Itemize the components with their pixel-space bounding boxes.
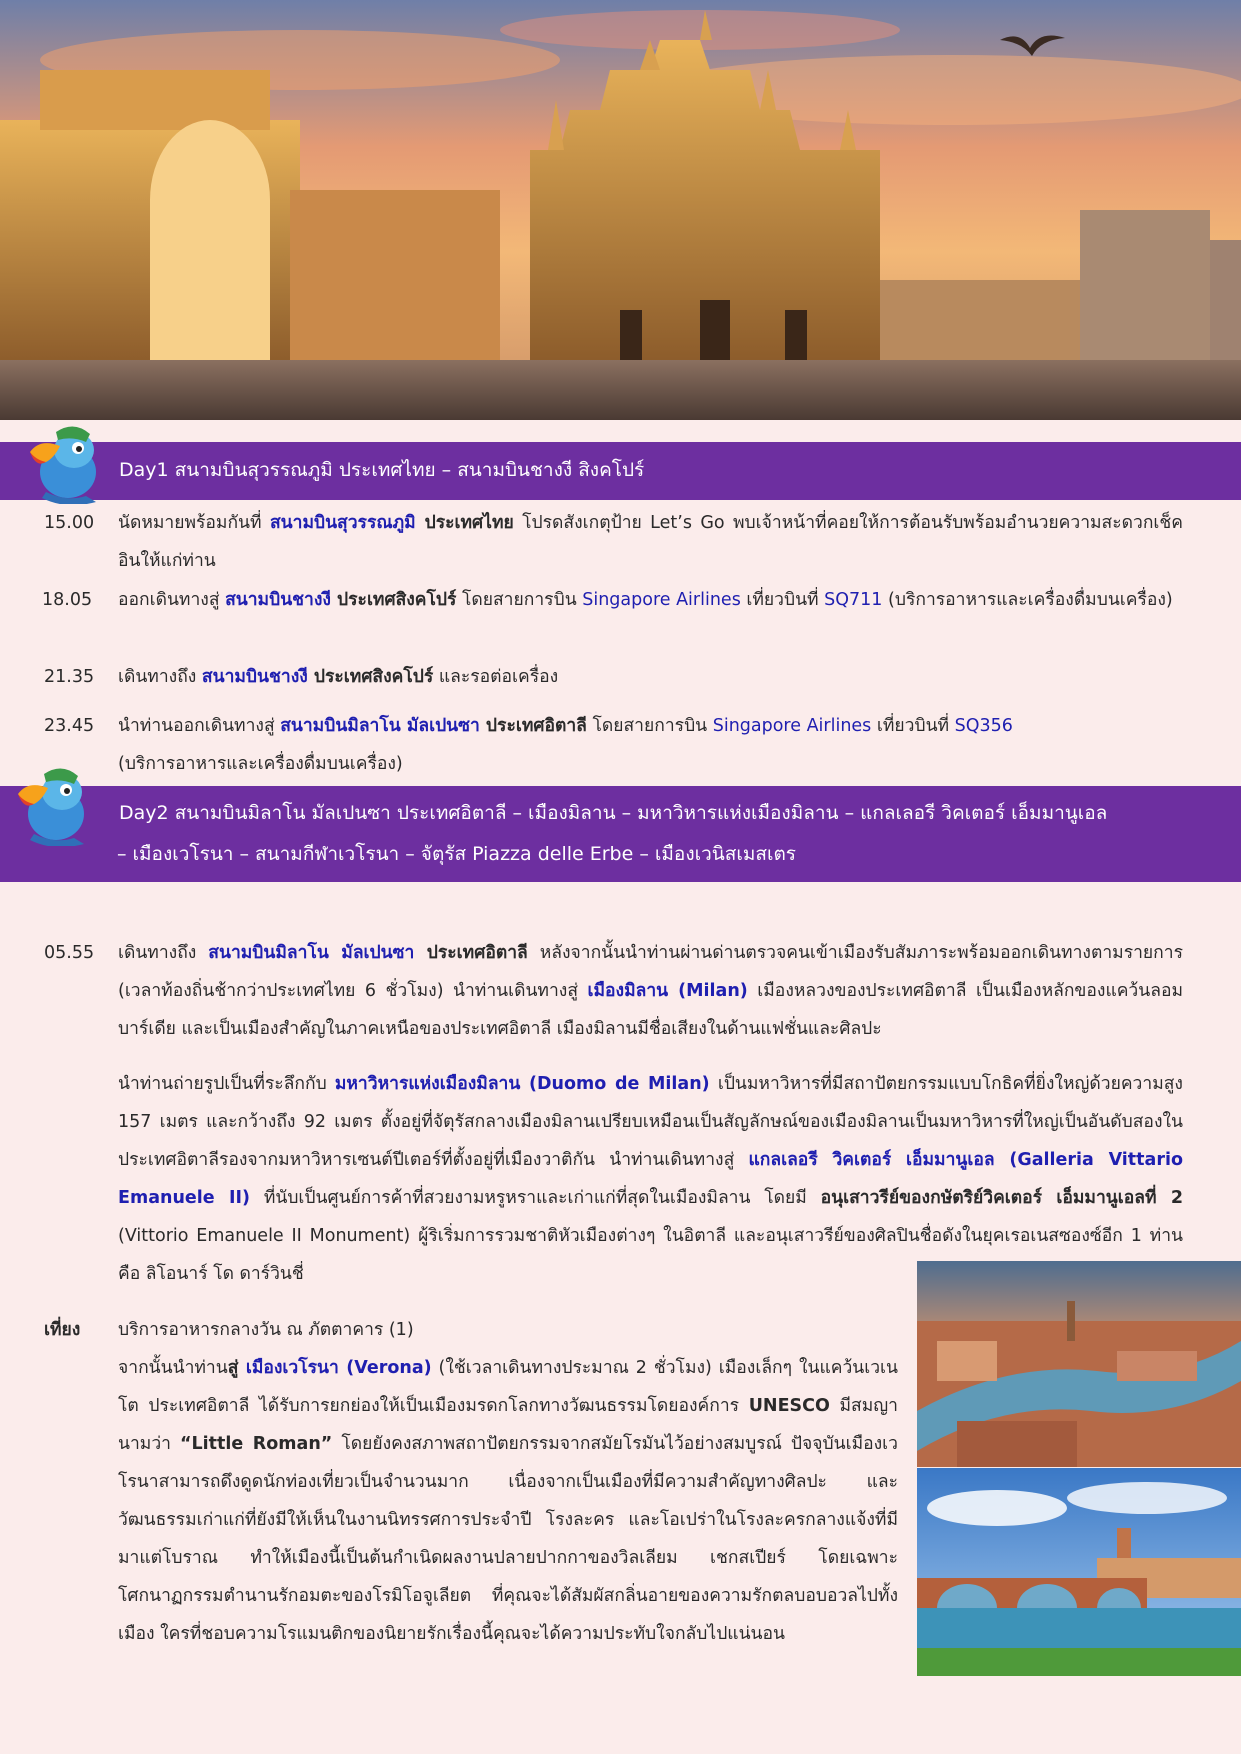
item-time: 21.35 xyxy=(44,667,95,687)
verona-description: จากนั้นนำท่านสู่ เมืองเวโรนา (Verona) (ใช้เวลาเดินทางประมาณ 2 ชั่วโมง) เมืองเล็กๆ ในแคว้นเวเนโต ประเทศอิตาลี ได้รับการยกย่องให้เป็นเมืองมรดกโลกทางวัฒนธรรมโดยองค์การ UNESCO มีสมญานามว่า “Little Roman” โดยยังคงสภาพสถาปัตยกรรมจากสมัยโรมันไว้อย่างสมบูรณ์ ปัจจุบันเมืองเวโรนาสามารถดึงดูดนักท่องเที่ยวเป็นจำนวนมาก เนื่องจากเป็นเมืองที่มีความสำคัญทางศิลปะ และวัฒนธรรมเก่าแก่ที่ยังมีให้เห็นในงานนิทรรศการประจำปี โรงละคร และโอเปร่าในโรงละครกลางแจ้งที่มีมาแต่โบราณ ทำให้เมืองนี้เป็นต้นกำเนิดผลงานปลายปากกาของวิลเลียม เชกสเปียร์ โดยเฉพาะโศกนาฏกรรมตำนานรักอมตะของโรมิโอจูเลียต ที่คุณจะได้สัมผัสกลิ่นอายของความรักตลบอบอวลไปทั้งเมือง ใครที่ชอบความโรแมนติกของนิยายรักเรื่องนี้คุณจะได้ความประทับใจกลับไปแน่นอน xyxy=(118,1358,898,1644)
hero-photo xyxy=(0,0,1241,420)
item-time: 18.05 xyxy=(42,590,93,610)
day1-header xyxy=(0,442,1241,500)
verona-city-river-panorama-photo xyxy=(917,1261,1241,1467)
lunch-text: บริการอาหารกลางวัน ณ ภัตตาคาร (1) xyxy=(118,1320,414,1340)
item-description: นำท่านออกเดินทางสู่ สนามบินมิลาโน มัลเปนซา ประเทศอิตาลี โดยสายการบิน Singapore Airlines เที่ยวบินที่ SQ356 (บริการอาหารและเครื่องดื่มบนเครื่อง) xyxy=(118,716,1013,774)
verona-bridge-photo xyxy=(917,1468,1241,1676)
item-description: ออกเดินทางสู่ สนามบินชางงี ประเทศสิงคโปร์ โดยสายการบิน Singapore Airlines เที่ยวบินที่ SQ711 (บริการอาหารและเครื่องดื่มบนเครื่อง) xyxy=(118,590,1173,610)
parrot-mascot-icon xyxy=(16,422,106,508)
verona-stone-bridge-river-photo xyxy=(917,1468,1241,1676)
duomo-description: นำท่านถ่ายรูปเป็นที่ระลึกกับ มหาวิหารแห่งเมืองมิลาน (Duomo de Milan) เป็นมหาวิหารที่มีสถาปัตยกรรมแบบโกธิคที่ยิ่งใหญ่ด้วยความสูง 157 เมตร และกว้างถึง 92 เมตร ตั้งอยู่ที่จัตุรัสกลางเมืองมิลานเปรียบเหมือนเป็นสัญลักษณ์ของเมืองมิลานเป็นมหาวิหารที่ใหญ่เป็นอันดับสองใน ประเทศอิตาลีรองจากมหาวิหารเซนต์ปีเตอร์ที่ตั้งอยู่ที่เมืองวาติกัน นำท่านเดินทางสู่ แกลเลอรี วิคเตอร์ เอ็มมานูเอล (Galleria Vittario Emanuele II) ที่นับเป็นศูนย์การค้าที่สวยงามหรูหราและเก่าแก่ที่สุดในเมืองมิลาน โดยมี อนุเสาวรีย์ของกษัตริย์วิคเตอร์ เอ็มมานูเอลที่ 2 (Vittorio Emanuele II Monument) ผู้ริเริ่มการรวมชาติหัวเมืองต่างๆ ในอิตาลี และอนุเสาวรีย์ของศิลปินชื่อดังในยุคเรอเนสซองซ์อีก 1 ท่านคือ ลิโอนาร์ โด ดาร์วินชี่ xyxy=(118,1074,1183,1284)
item-time: 23.45 xyxy=(44,716,95,736)
item-description: เดินทางถึง สนามบินชางงี ประเทศสิงคโปร์ และรอต่อเครื่อง xyxy=(118,667,559,687)
day2-title xyxy=(119,793,1221,875)
lunch-label: เที่ยง xyxy=(44,1320,81,1340)
day2-title-line2: – เมืองเวโรนา – สนามกีฬาเวโรนา – จัตุรัส Piazza delle Erbe – เมืองเวนิสเมสเตร xyxy=(117,843,796,865)
parrot-mascot-icon xyxy=(4,764,94,850)
item-time: 15.00 xyxy=(44,513,95,533)
day2-header xyxy=(0,786,1241,882)
item-time: 05.55 xyxy=(44,943,95,963)
item-description: นัดหมายพร้อมกันที่ สนามบินสุวรรณภูมิ ประเทศไทย โปรดสังเกตุป้าย Let’s Go พบเจ้าหน้าที่คอยให้การต้อนรับพร้อมอำนวยความสะดวกเช็คอินให้แก่ท่าน xyxy=(118,513,1183,571)
day2-title-line1: Day2 สนามบินมิลาโน มัลเปนซา ประเทศอิตาลี – เมืองมิลาน – มหาวิหารแห่งเมืองมิลาน – แกลเลอรี วิคเตอร์ เอ็มมานูเอล xyxy=(119,802,1108,824)
item-description: เดินทางถึง สนามบินมิลาโน มัลเปนซา ประเทศอิตาลี หลังจากนั้นนำท่านผ่านด่านตรวจคนเข้าเมืองรับสัมภาระพร้อมออกเดินทางตามรายการ (เวลาท้องถิ่นช้ากว่าประเทศไทย 6 ชั่วโมง) นำท่านเดินทางสู่ เมืองมิลาน (Milan) เมืองหลวงของประเทศอิตาลี เป็นเมืองหลักของแคว้นลอมบาร์เดีย และเป็นเมืองสำคัญในภาคเหนือของประเทศอิตาลี เมืองมิลานมีชื่อเสียงในด้านแฟชั่นและศิลปะ xyxy=(118,943,1183,1039)
verona-panorama-photo xyxy=(917,1261,1241,1467)
day1-title: Day1 สนามบินสุวรรณภูมิ ประเทศไทย – สนามบินชางงี สิงคโปร์ xyxy=(119,459,645,481)
milan-duomo-cathedral-sunset-photo xyxy=(0,0,1241,420)
